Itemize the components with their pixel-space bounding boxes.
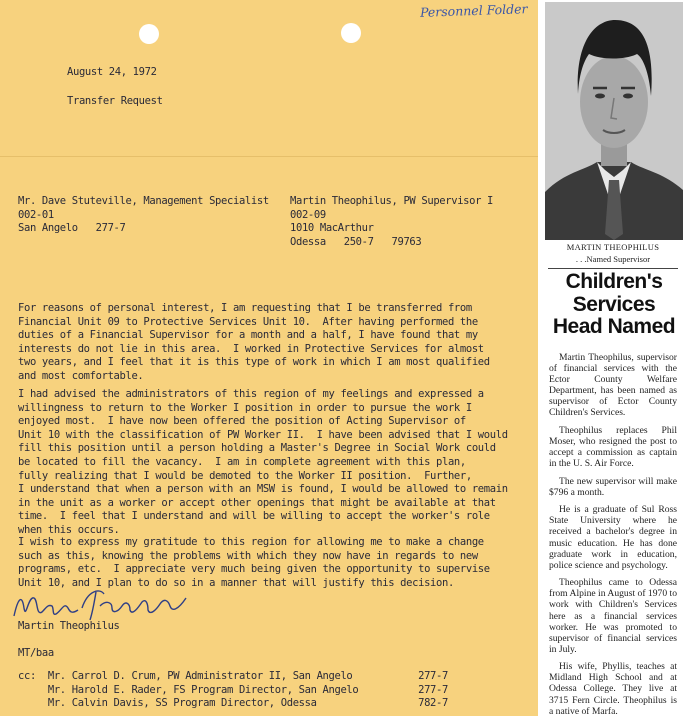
caption-rule xyxy=(548,268,678,269)
cc-line: Mr. Harold E. Rader, FS Program Director, San Angelo 277-7 xyxy=(18,683,448,696)
text-line: in the unit as a worker or accept other openings that might be available at that xyxy=(18,496,496,509)
text-line: enjoyed most. I have now been offered the position of Acting Supervisor of xyxy=(18,415,466,428)
text-line: programs, etc. I appreciate very much being given the opportunity to supervise xyxy=(18,563,490,576)
address-line: Martin Theophilus, PW Supervisor I xyxy=(290,195,494,207)
article-paragraph: Martin Theophilus, supervisor of financial services with the Ector County Welfare Department, has been named as supervisor of Ector County Children's Services. xyxy=(549,352,677,419)
memo-paragraph xyxy=(18,388,508,538)
article-paragraph: Theophilus came to Odessa from Alpine in August of 1970 to work with Children's Services here as a financial services worker. He was promoted to supervisor of financial services in July. xyxy=(549,577,677,655)
portrait-photo xyxy=(545,2,683,240)
punch-hole xyxy=(139,24,159,44)
from-address xyxy=(290,195,493,249)
newspaper-clipping xyxy=(544,0,684,716)
memo-subject: Transfer Request xyxy=(67,95,163,107)
text-line: fully realizing that I would be demoted to the Worker II position. Further, xyxy=(18,469,472,482)
text-line: I understand that when a person with an MSW is found, I would be allowed to remain xyxy=(18,483,508,496)
text-line: Financial Unit 09 to Protective Services Unit 10. After having performed the xyxy=(18,315,478,328)
address-line: 002-01 xyxy=(18,208,54,221)
text-line: interests do not lie in this area. I worked in Protective Services for almost xyxy=(18,342,484,355)
text-line: such as this, knowing the problems with which they now have in regards to new xyxy=(18,549,478,562)
text-line: two years, and I feel that it is this type of work in which I am most qualified xyxy=(18,356,490,369)
memo-paragraph xyxy=(18,536,490,590)
article-body xyxy=(549,352,677,723)
headline-line: Head Named xyxy=(552,315,676,338)
text-line: time. I feel that I understand and will be willing to accept the worker's role xyxy=(18,510,490,523)
text-line: when this occurs. xyxy=(18,523,120,536)
text-line: be located to fill the vacancy. I am in complete agreement with this plan, xyxy=(18,455,466,468)
address-line: Odessa 250-7 79763 xyxy=(290,235,422,248)
text-line: I had advised the administrators of this region of my feelings and expressed a xyxy=(18,388,484,400)
headline xyxy=(546,271,682,339)
text-line: fill this position until a person holding a Master's Degree in Social Work could xyxy=(18,442,496,455)
headline-line: Services xyxy=(572,292,656,316)
article-paragraph: His wife, Phyllis, teaches at Midland High School and at Odessa College. They live at 3715 Fern Circle. Theophilus is a native of Marfa. xyxy=(549,661,677,717)
text-line: Unit 10, and I plan to do so in a manner that will justify this decision. xyxy=(18,576,454,589)
text-line: I wish to express my gratitude to this region for allowing me to make a change xyxy=(18,536,484,548)
punch-hole xyxy=(341,23,361,43)
photo-caption-name: MARTIN THEOPHILUS xyxy=(566,242,660,252)
address-line: Mr. Dave Stuteville, Management Specialist xyxy=(18,195,269,207)
text-line: willingness to return to the Worker I position in order to pursue the work I xyxy=(18,401,472,414)
memo-paragraph xyxy=(18,302,490,384)
typist-initials: MT/baa xyxy=(18,647,54,659)
cc-line: Mr. Calvin Davis, SS Program Director, Odessa 782-7 xyxy=(18,697,448,710)
address-line: 1010 MacArthur xyxy=(290,222,374,235)
memo-date: August 24, 1972 xyxy=(67,66,157,78)
address-line: 002-09 xyxy=(290,208,326,221)
cc-list xyxy=(18,670,448,711)
text-line: For reasons of personal interest, I am requesting that I be transferred from xyxy=(18,302,472,314)
to-address xyxy=(18,195,269,236)
address-line: San Angelo 277-7 xyxy=(18,222,126,235)
handwritten-annotation: Personnel Folder xyxy=(419,1,528,20)
page-fold-line xyxy=(0,156,538,157)
photo-caption-sub: . . .Named Supervisor xyxy=(575,254,651,264)
text-line: duties of a Financial Supervisor for a month and a half, I have found that my xyxy=(18,329,478,342)
article-paragraph: Theophilus replaces Phil Moser, who resigned the post to accept a commission as captain in the U. S. Air Force. xyxy=(549,424,677,470)
article-paragraph: The new supervisor will make $796 a month. xyxy=(549,475,677,498)
text-line: and most comfortable. xyxy=(18,369,144,382)
text-line: Unit 10 with the classification of PW Worker II. I have been advised that I would xyxy=(18,428,508,441)
signature-name: Martin Theophilus xyxy=(18,620,120,632)
cc-line: cc: Mr. Carrol D. Crum, PW Administrator II, San Angelo 277-7 xyxy=(18,670,448,682)
headline-line: Children's xyxy=(565,270,663,293)
article-paragraph: He is a graduate of Sul Ross State University where he received a bachelor's degree in music education. He has done graduate work in education, police science and psychology. xyxy=(549,504,677,571)
